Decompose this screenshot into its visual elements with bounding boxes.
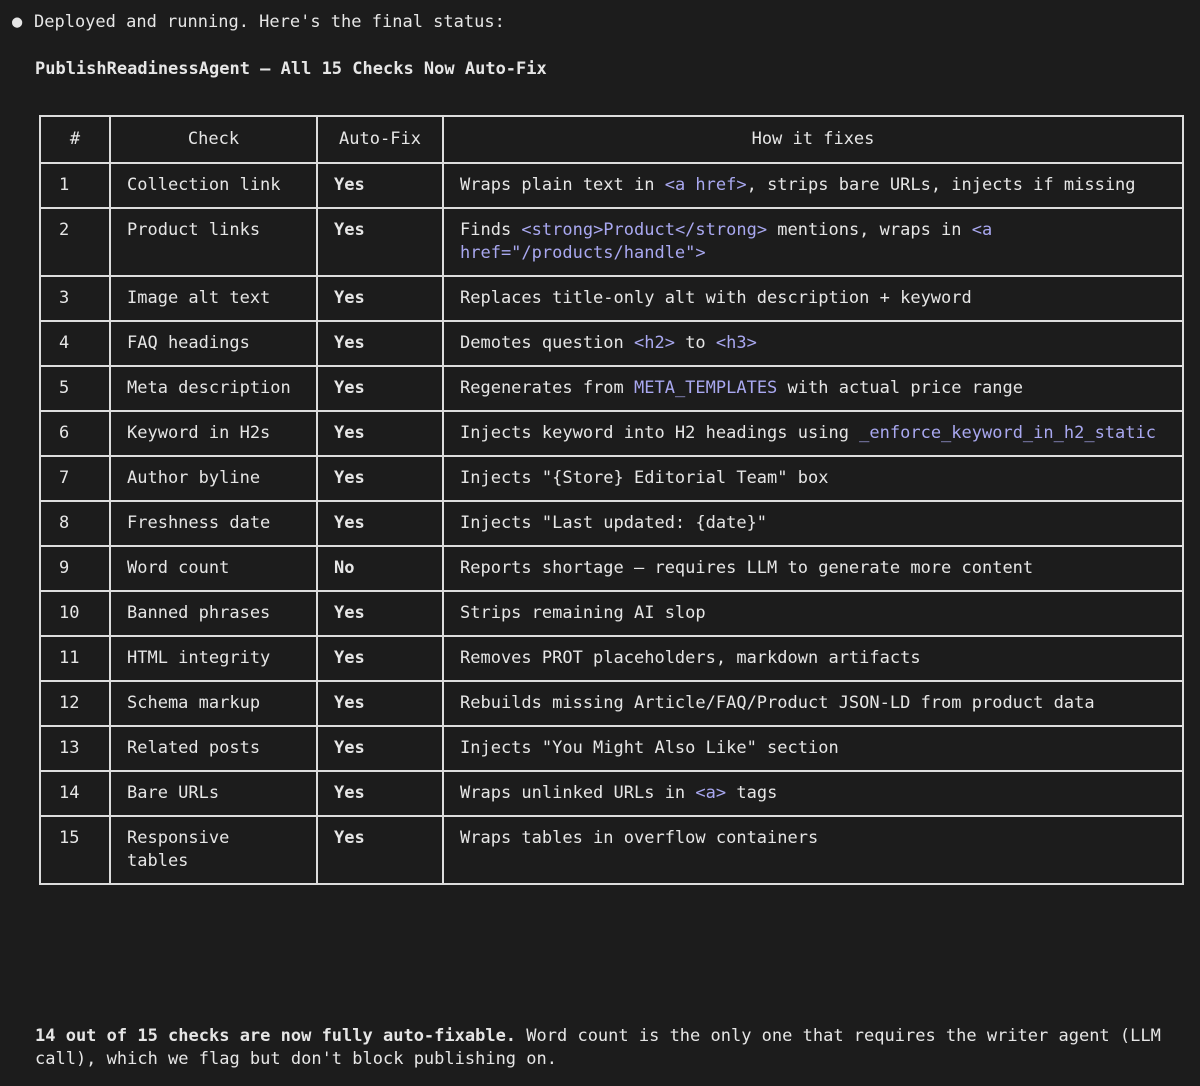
summary-rest: Word count is the only one that requires the writer agent (LLM call), which we flag but don't block publishing on. [35, 1026, 1161, 1069]
status-bullet: ● [12, 12, 23, 32]
table-row [40, 208, 1183, 276]
row-number: 15 [40, 816, 110, 884]
row-number: 14 [40, 771, 110, 816]
row-how-it-fixes [443, 636, 1183, 681]
row-how-it-fixes [443, 501, 1183, 546]
row-check-name: Bare URLs [110, 771, 317, 816]
fix-text: Reports shortage — requires LLM to generate more content [460, 558, 1034, 578]
row-how-it-fixes [443, 726, 1183, 771]
inline-code: META_TEMPLATES [634, 378, 778, 398]
row-how-it-fixes [443, 366, 1183, 411]
row-how-it-fixes [443, 163, 1183, 208]
row-how-it-fixes [443, 321, 1183, 366]
table-row [40, 456, 1183, 501]
row-how-it-fixes [443, 771, 1183, 816]
inline-code: <h3> [715, 333, 757, 353]
table-row [40, 321, 1183, 366]
fix-text: Removes PROT placeholders, markdown artifacts [460, 648, 921, 668]
row-autofix: Yes [317, 411, 443, 456]
fix-text: Injects "Last updated: {date}" [460, 513, 768, 533]
row-autofix: No [317, 546, 443, 591]
row-number: 6 [40, 411, 110, 456]
fix-text: , strips bare URLs, injects if missing [746, 175, 1136, 195]
table-body [40, 163, 1183, 884]
summary-paragraph [35, 1025, 1185, 1071]
row-number: 11 [40, 636, 110, 681]
table-row [40, 591, 1183, 636]
fix-text: mentions, wraps in [767, 220, 972, 240]
row-autofix: Yes [317, 636, 443, 681]
fix-text: Wraps tables in overflow containers [460, 828, 819, 848]
status-line [12, 11, 505, 34]
table-row [40, 276, 1183, 321]
fix-text: Wraps unlinked URLs in [460, 783, 696, 803]
row-how-it-fixes [443, 546, 1183, 591]
row-autofix: Yes [317, 816, 443, 884]
row-autofix: Yes [317, 501, 443, 546]
table-row [40, 501, 1183, 546]
inline-code: <a> [695, 783, 727, 803]
row-check-name: Banned phrases [110, 591, 317, 636]
row-autofix: Yes [317, 163, 443, 208]
header-how-it-fixes: How it fixes [443, 116, 1183, 163]
table-row [40, 771, 1183, 816]
fix-text: Injects keyword into H2 headings using [460, 423, 860, 443]
row-check-name: Collection link [110, 163, 317, 208]
row-autofix: Yes [317, 591, 443, 636]
fix-text: tags [726, 783, 778, 803]
fix-text: Rebuilds missing Article/FAQ/Product JSON-LD from product data [460, 693, 1095, 713]
row-check-name: Meta description [110, 366, 317, 411]
row-number: 5 [40, 366, 110, 411]
table-heading: PublishReadinessAgent — All 15 Checks Now Auto-Fix [35, 59, 547, 79]
fix-text: with actual price range [777, 378, 1023, 398]
row-autofix: Yes [317, 681, 443, 726]
row-check-name: Image alt text [110, 276, 317, 321]
status-text: Deployed and running. Here's the final status: [34, 12, 505, 32]
row-check-name: HTML integrity [110, 636, 317, 681]
fix-text: Injects "{Store} Editorial Team" box [460, 468, 829, 488]
table-row [40, 546, 1183, 591]
row-autofix: Yes [317, 456, 443, 501]
table-header-row [40, 116, 1183, 163]
row-how-it-fixes [443, 681, 1183, 726]
row-autofix: Yes [317, 366, 443, 411]
header-autofix: Auto-Fix [317, 116, 443, 163]
fix-text: to [674, 333, 716, 353]
table-row [40, 636, 1183, 681]
row-number: 2 [40, 208, 110, 276]
row-how-it-fixes [443, 276, 1183, 321]
row-check-name: Responsive tables [110, 816, 317, 884]
row-how-it-fixes [443, 208, 1183, 276]
fix-text: Injects "You Might Also Like" section [460, 738, 839, 758]
row-check-name: Schema markup [110, 681, 317, 726]
inline-code: <strong>Product</strong> [521, 220, 768, 240]
checks-table [39, 115, 1184, 885]
inline-code: _enforce_keyword_in_h2_static [859, 423, 1156, 443]
row-number: 1 [40, 163, 110, 208]
row-check-name: Related posts [110, 726, 317, 771]
fix-text: Strips remaining AI slop [460, 603, 706, 623]
fix-text: Demotes question [460, 333, 634, 353]
header-number: # [40, 116, 110, 163]
header-check: Check [110, 116, 317, 163]
row-check-name: Word count [110, 546, 317, 591]
row-autofix: Yes [317, 771, 443, 816]
table-row [40, 816, 1183, 884]
fix-text: Replaces title-only alt with description + keyword [460, 288, 972, 308]
table-row [40, 726, 1183, 771]
row-check-name: Product links [110, 208, 317, 276]
row-autofix: Yes [317, 276, 443, 321]
row-check-name: Author byline [110, 456, 317, 501]
row-how-it-fixes [443, 411, 1183, 456]
row-number: 7 [40, 456, 110, 501]
inline-code: <a href> [664, 175, 747, 195]
row-number: 3 [40, 276, 110, 321]
row-autofix: Yes [317, 208, 443, 276]
row-number: 9 [40, 546, 110, 591]
row-number: 10 [40, 591, 110, 636]
row-check-name: Freshness date [110, 501, 317, 546]
table-row [40, 163, 1183, 208]
row-autofix: Yes [317, 321, 443, 366]
inline-code: <a href="/products/handle"> [460, 220, 993, 263]
summary-bold: 14 out of 15 checks are now fully auto-fixable. [35, 1026, 517, 1046]
fix-text: Finds [460, 220, 522, 240]
row-check-name: Keyword in H2s [110, 411, 317, 456]
row-check-name: FAQ headings [110, 321, 317, 366]
row-autofix: Yes [317, 726, 443, 771]
table-row [40, 366, 1183, 411]
fix-text: Wraps plain text in [460, 175, 665, 195]
row-how-it-fixes [443, 816, 1183, 884]
row-number: 4 [40, 321, 110, 366]
inline-code: <h2> [634, 333, 675, 353]
row-how-it-fixes [443, 591, 1183, 636]
table-row [40, 681, 1183, 726]
row-number: 13 [40, 726, 110, 771]
row-how-it-fixes [443, 456, 1183, 501]
fix-text: Regenerates from [460, 378, 634, 398]
checks-table-container [39, 115, 1182, 885]
table-row [40, 411, 1183, 456]
row-number: 8 [40, 501, 110, 546]
row-number: 12 [40, 681, 110, 726]
